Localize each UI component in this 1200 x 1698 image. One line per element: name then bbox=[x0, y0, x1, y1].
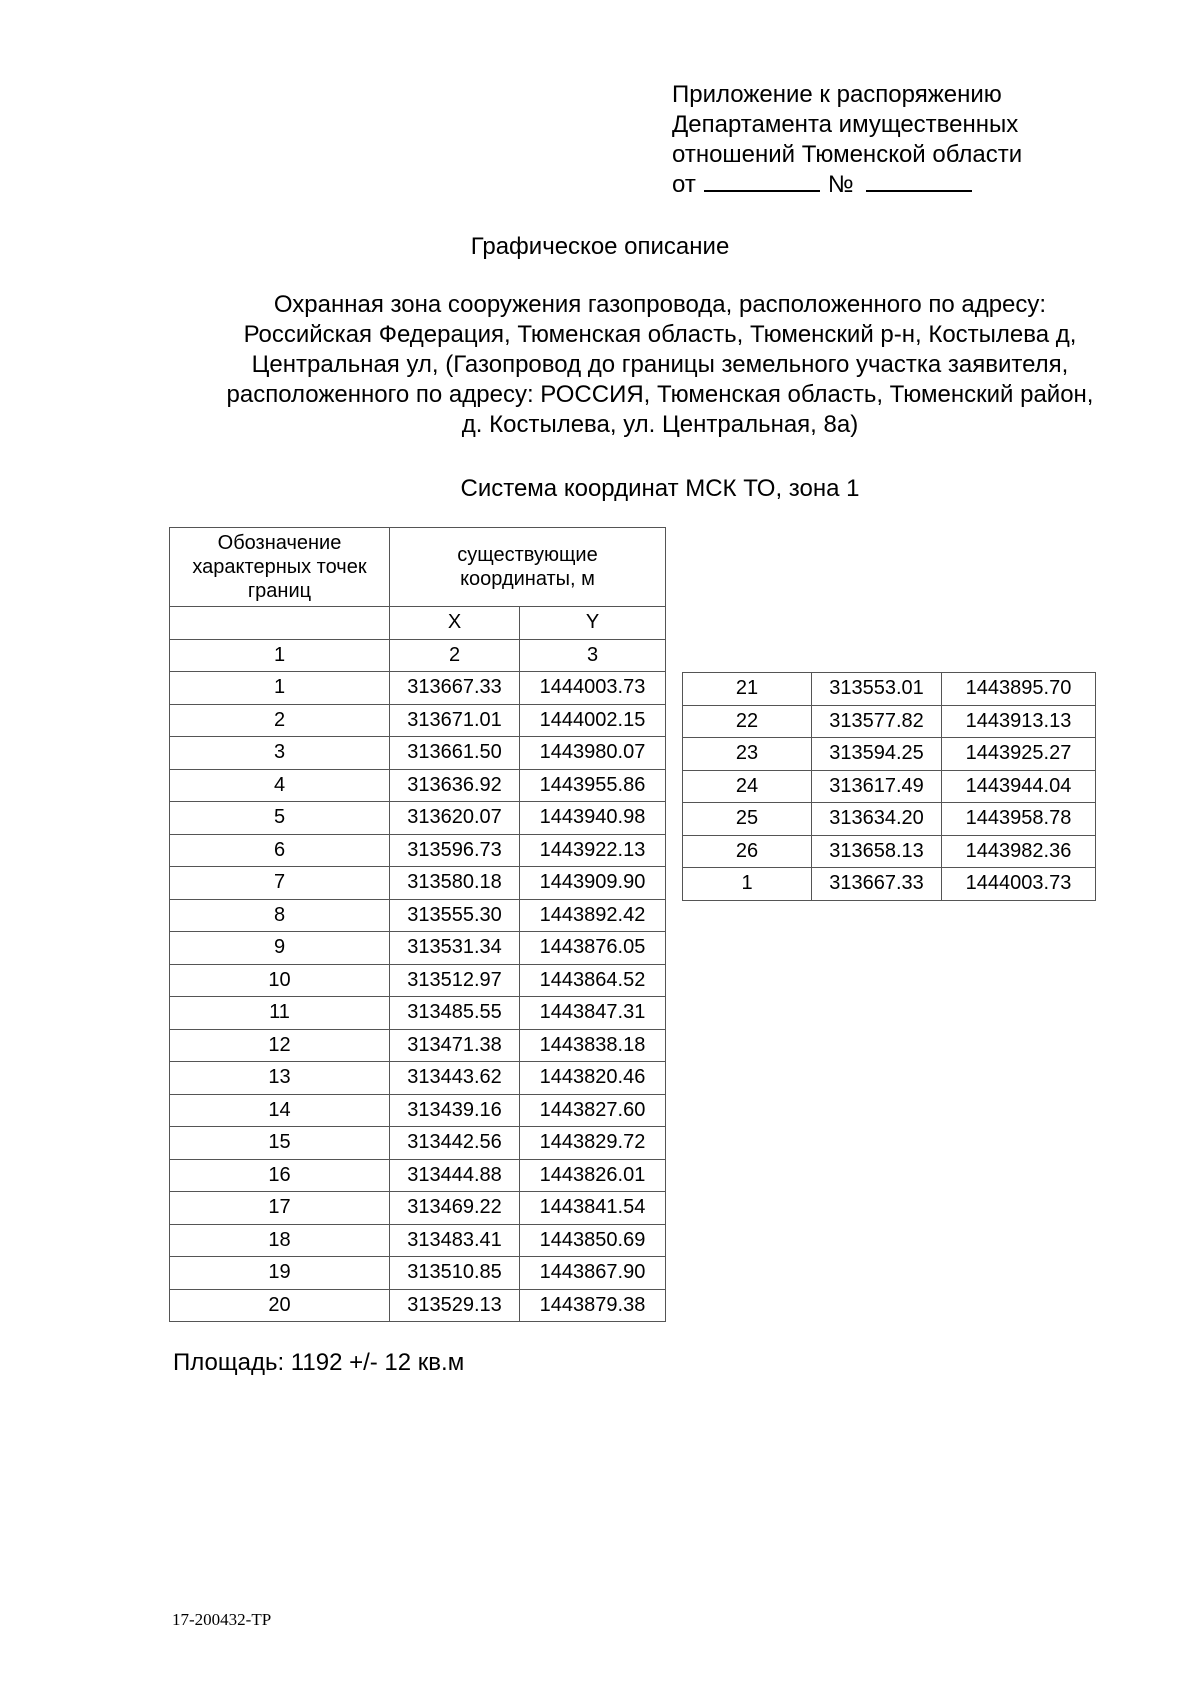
point-number: 17 bbox=[170, 1192, 390, 1225]
table-number-row bbox=[170, 639, 666, 672]
x-coordinate: 313442.56 bbox=[390, 1127, 520, 1160]
point-number: 19 bbox=[170, 1257, 390, 1290]
x-coordinate: 313580.18 bbox=[390, 867, 520, 900]
x-coordinate: 313658.13 bbox=[812, 835, 942, 868]
coordinate-system-label: Система координат МСК ТО, зона 1 bbox=[460, 475, 860, 502]
description-line: Российская Федерация, Тюменская область, Тюменский р-н, Костылева д, bbox=[243, 321, 1077, 348]
coordinates-table bbox=[169, 527, 666, 1322]
x-coordinate: 313667.33 bbox=[390, 672, 520, 705]
y-coordinate: 1443841.54 bbox=[520, 1192, 666, 1225]
x-coordinate: 313596.73 bbox=[390, 834, 520, 867]
point-number: 7 bbox=[170, 867, 390, 900]
y-coordinate: 1443850.69 bbox=[520, 1224, 666, 1257]
x-coordinate: 313636.92 bbox=[390, 769, 520, 802]
table-row bbox=[170, 704, 666, 737]
x-coordinate: 313485.55 bbox=[390, 997, 520, 1030]
description-line: Охранная зона сооружения газопровода, расположенного по адресу: bbox=[273, 291, 1047, 318]
y-coordinate: 1443895.70 bbox=[942, 673, 1096, 706]
table-row bbox=[170, 737, 666, 770]
appendix-line: отношений Тюменской области bbox=[672, 141, 1023, 168]
y-coordinate: 1443876.05 bbox=[520, 932, 666, 965]
description-line: д. Костылева, ул. Центральная, 8а) bbox=[461, 411, 859, 438]
point-number: 23 bbox=[683, 738, 812, 771]
table-row bbox=[170, 867, 666, 900]
x-coordinate: 313531.34 bbox=[390, 932, 520, 965]
x-coordinate: 313483.41 bbox=[390, 1224, 520, 1257]
y-coordinate: 1444002.15 bbox=[520, 704, 666, 737]
column-number: 2 bbox=[390, 639, 520, 672]
table-row bbox=[170, 1062, 666, 1095]
point-number: 8 bbox=[170, 899, 390, 932]
point-number: 1 bbox=[170, 672, 390, 705]
y-coordinate: 1443944.04 bbox=[942, 770, 1096, 803]
table-body bbox=[683, 673, 1096, 901]
table-row bbox=[683, 738, 1096, 771]
y-coordinate: 1444003.73 bbox=[942, 868, 1096, 901]
x-coordinate: 313443.62 bbox=[390, 1062, 520, 1095]
point-number: 13 bbox=[170, 1062, 390, 1095]
table-row bbox=[683, 868, 1096, 901]
table-row bbox=[170, 1094, 666, 1127]
date-prefix: от bbox=[672, 171, 696, 198]
column-number: 1 bbox=[170, 639, 390, 672]
point-number: 20 bbox=[170, 1289, 390, 1322]
x-coordinate: 313512.97 bbox=[390, 964, 520, 997]
y-coordinate: 1443826.01 bbox=[520, 1159, 666, 1192]
table-row bbox=[170, 964, 666, 997]
point-number: 12 bbox=[170, 1029, 390, 1062]
y-coordinate: 1443827.60 bbox=[520, 1094, 666, 1127]
x-coordinate: 313661.50 bbox=[390, 737, 520, 770]
point-number: 14 bbox=[170, 1094, 390, 1127]
y-coordinate: 1443922.13 bbox=[520, 834, 666, 867]
appendix-date-line bbox=[672, 170, 1022, 200]
appendix-block bbox=[672, 80, 1022, 200]
number-blank bbox=[866, 170, 972, 192]
appendix-line: Приложение к распоряжению bbox=[672, 81, 1002, 108]
point-number: 6 bbox=[170, 834, 390, 867]
table-row bbox=[170, 802, 666, 835]
y-coordinate: 1443958.78 bbox=[942, 803, 1096, 836]
x-coordinate: 313553.01 bbox=[812, 673, 942, 706]
zone-description bbox=[150, 290, 1170, 440]
y-coordinate: 1443879.38 bbox=[520, 1289, 666, 1322]
point-number: 10 bbox=[170, 964, 390, 997]
point-number: 21 bbox=[683, 673, 812, 706]
description-line: расположенного по адресу: РОССИЯ, Тюменская область, Тюменский район, bbox=[226, 381, 1094, 408]
table-row bbox=[170, 899, 666, 932]
y-coordinate: 1443925.27 bbox=[942, 738, 1096, 771]
number-sign: № bbox=[827, 171, 854, 198]
point-number: 26 bbox=[683, 835, 812, 868]
table-row bbox=[683, 705, 1096, 738]
table-row bbox=[170, 1029, 666, 1062]
x-coordinate: 313577.82 bbox=[812, 705, 942, 738]
table-row bbox=[170, 932, 666, 965]
empty-cell bbox=[170, 607, 390, 640]
x-coordinate: 313671.01 bbox=[390, 704, 520, 737]
x-coordinate: 313617.49 bbox=[812, 770, 942, 803]
x-coordinate: 313634.20 bbox=[812, 803, 942, 836]
point-number: 25 bbox=[683, 803, 812, 836]
y-coordinate: 1444003.73 bbox=[520, 672, 666, 705]
point-number: 24 bbox=[683, 770, 812, 803]
y-coordinate: 1443909.90 bbox=[520, 867, 666, 900]
y-coordinate: 1443867.90 bbox=[520, 1257, 666, 1290]
table-row bbox=[170, 1159, 666, 1192]
area-label: Площадь: 1192 +/- 12 кв.м bbox=[173, 1349, 465, 1376]
table-header-row bbox=[170, 528, 666, 607]
table-row bbox=[683, 835, 1096, 868]
x-coordinate: 313510.85 bbox=[390, 1257, 520, 1290]
x-coordinate: 313620.07 bbox=[390, 802, 520, 835]
header-coords: существующие координаты, м bbox=[390, 528, 666, 607]
y-coordinate: 1443955.86 bbox=[520, 769, 666, 802]
column-number: 3 bbox=[520, 639, 666, 672]
x-coordinate: 313555.30 bbox=[390, 899, 520, 932]
point-number: 22 bbox=[683, 705, 812, 738]
x-coordinate: 313469.22 bbox=[390, 1192, 520, 1225]
coordinates-table-continued bbox=[682, 672, 1096, 901]
point-number: 18 bbox=[170, 1224, 390, 1257]
point-number: 16 bbox=[170, 1159, 390, 1192]
y-coordinate: 1443913.13 bbox=[942, 705, 1096, 738]
document-title: Графическое описание bbox=[470, 233, 730, 260]
x-coordinate: 313439.16 bbox=[390, 1094, 520, 1127]
y-coordinate: 1443829.72 bbox=[520, 1127, 666, 1160]
table-row bbox=[170, 769, 666, 802]
x-coordinate: 313529.13 bbox=[390, 1289, 520, 1322]
date-blank bbox=[704, 170, 820, 192]
table-body bbox=[170, 672, 666, 1322]
header-x: X bbox=[390, 607, 520, 640]
table-row bbox=[170, 1289, 666, 1322]
header-points: Обозначение характерных точек границ bbox=[170, 528, 390, 607]
y-coordinate: 1443980.07 bbox=[520, 737, 666, 770]
description-line: Центральная ул, (Газопровод до границы земельного участка заявителя, bbox=[251, 351, 1069, 378]
appendix-line: Департамента имущественных bbox=[672, 111, 1019, 138]
table-row bbox=[170, 672, 666, 705]
y-coordinate: 1443940.98 bbox=[520, 802, 666, 835]
header-y: Y bbox=[520, 607, 666, 640]
x-coordinate: 313444.88 bbox=[390, 1159, 520, 1192]
point-number: 3 bbox=[170, 737, 390, 770]
table-row bbox=[170, 1127, 666, 1160]
y-coordinate: 1443864.52 bbox=[520, 964, 666, 997]
footer-code: 17-200432-ТР bbox=[172, 1610, 272, 1629]
point-number: 1 bbox=[683, 868, 812, 901]
table-row bbox=[170, 997, 666, 1030]
y-coordinate: 1443847.31 bbox=[520, 997, 666, 1030]
x-coordinate: 313594.25 bbox=[812, 738, 942, 771]
x-coordinate: 313471.38 bbox=[390, 1029, 520, 1062]
y-coordinate: 1443838.18 bbox=[520, 1029, 666, 1062]
point-number: 15 bbox=[170, 1127, 390, 1160]
point-number: 9 bbox=[170, 932, 390, 965]
table-row bbox=[170, 834, 666, 867]
point-number: 4 bbox=[170, 769, 390, 802]
point-number: 11 bbox=[170, 997, 390, 1030]
point-number: 5 bbox=[170, 802, 390, 835]
table-row bbox=[170, 1257, 666, 1290]
y-coordinate: 1443820.46 bbox=[520, 1062, 666, 1095]
y-coordinate: 1443892.42 bbox=[520, 899, 666, 932]
table-row bbox=[170, 1224, 666, 1257]
x-coordinate: 313667.33 bbox=[812, 868, 942, 901]
table-row bbox=[683, 770, 1096, 803]
table-row bbox=[683, 803, 1096, 836]
table-row bbox=[683, 673, 1096, 706]
table-axis-row bbox=[170, 607, 666, 640]
point-number: 2 bbox=[170, 704, 390, 737]
y-coordinate: 1443982.36 bbox=[942, 835, 1096, 868]
table-row bbox=[170, 1192, 666, 1225]
